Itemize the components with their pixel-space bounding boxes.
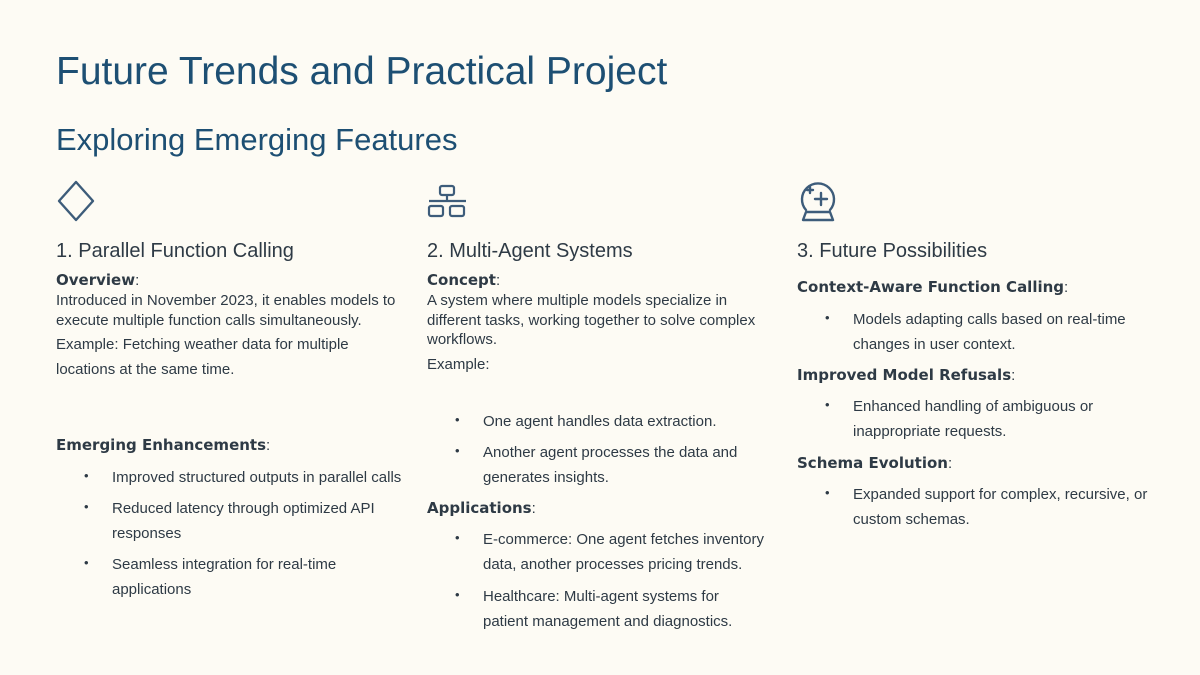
- concept-text: A system where multiple models specialize in different tasks, working together to solve complex workflows.: [427, 292, 756, 348]
- list-item: • E-commerce: One agent fetches inventory data, another processes pricing trends.: [427, 527, 783, 584]
- colon: :: [135, 272, 140, 289]
- section-label-line: [797, 454, 952, 473]
- page-subtitle: Exploring Emerging Features: [56, 122, 458, 157]
- column-heading: 2. Multi-Agent Systems: [427, 240, 633, 262]
- list-item: • Healthcare: Multi-agent systems for patient management and diagnostics.: [427, 584, 763, 634]
- column-heading: 1. Parallel Function Calling: [56, 240, 294, 262]
- list-item: • Improved structured outputs in parallel calls: [56, 465, 421, 490]
- column-heading: 3. Future Possibilities: [797, 240, 988, 262]
- list-item: • Models adapting calls based on real-time changes in user context.: [797, 307, 1153, 357]
- column-future-possibilities: [797, 180, 1157, 528]
- list-item: • Expanded support for complex, recursive, or custom schemas.: [797, 482, 1153, 532]
- network-icon: [427, 180, 469, 222]
- enhancements-label: Emerging Enhancements: [56, 436, 267, 454]
- colon: :: [1064, 279, 1069, 296]
- section-list: [797, 307, 1157, 357]
- crystal-ball-icon: [797, 180, 839, 222]
- list-item: • One agent handles data extraction.: [427, 409, 787, 434]
- section-label: Context-Aware Function Calling: [797, 278, 1065, 296]
- list-item: • Seamless integration for real-time applications: [56, 552, 372, 602]
- column-multi-agent-systems: [427, 180, 792, 630]
- enhancements-label-line: [56, 436, 270, 455]
- section-label: Improved Model Refusals: [797, 366, 1012, 384]
- colon: :: [531, 500, 536, 517]
- colon: :: [266, 437, 271, 454]
- section-list: [797, 482, 1157, 532]
- enhancements-list: [56, 465, 421, 602]
- example-text: Example: Fetching weather data for multiple locations at the same time.: [56, 336, 349, 378]
- section-label: Schema Evolution: [797, 454, 948, 472]
- concept-label: Concept: [427, 271, 496, 289]
- page-title: Future Trends and Practical Project: [56, 50, 668, 93]
- applications-list: [427, 527, 787, 634]
- list-item: • Another agent processes the data and generates insights.: [427, 440, 763, 490]
- examples-list: [427, 409, 787, 490]
- colon: :: [1011, 367, 1016, 384]
- section-label-line: [797, 366, 1015, 385]
- diamond-icon: [56, 180, 98, 222]
- list-item: • Reduced latency through optimized API responses: [56, 496, 392, 546]
- concept-label-line: [427, 271, 500, 290]
- overview-text: Introduced in November 2023, it enables models to execute multiple function calls simultaneously.: [56, 292, 396, 329]
- section-list: [797, 394, 1157, 444]
- colon: :: [947, 455, 953, 472]
- applications-label-line: [427, 499, 536, 518]
- section-label-line: [797, 278, 1068, 297]
- list-item: • Enhanced handling of ambiguous or inappropriate requests.: [797, 394, 1133, 444]
- colon: :: [495, 272, 501, 289]
- example-label: Example:: [427, 356, 490, 373]
- column-parallel-function-calling: [56, 180, 421, 598]
- applications-label: Applications: [427, 499, 532, 517]
- overview-label: Overview: [56, 271, 136, 289]
- overview-label-line: [56, 271, 139, 290]
